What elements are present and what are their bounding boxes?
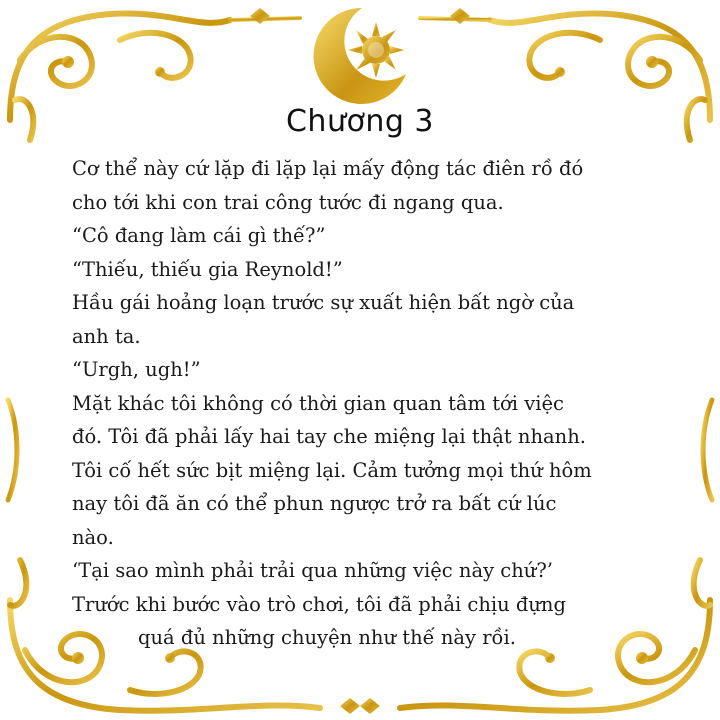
text-line: “Urgh, ugh!”: [72, 358, 201, 381]
text-line: “Thiếu, thiếu gia Reynold!”: [72, 257, 343, 281]
text-line: Mặt khác tôi không có thời gian quan tâm tới việc: [72, 391, 564, 415]
text-line: Tôi cố hết sức bịt miệng lại. Cảm tưởng mọi thứ hôm: [72, 458, 592, 482]
text-line: nay tôi đã ăn có thể phun ngược trở ra bất cứ lúc: [72, 492, 557, 515]
text-line: Hầu gái hoảng loạn trước sự xuất hiện bất ngờ của: [72, 291, 575, 314]
chapter-body: [72, 152, 692, 655]
chapter-title: Chương 3: [285, 104, 434, 139]
text-line: ‘Tại sao mình phải trải qua những việc này chứ?’: [72, 559, 553, 582]
text-line: Cơ thể này cứ lặp đi lặp lại mấy động tác điên rồ đó: [72, 157, 584, 180]
text-line: cho tới khi con trai công tước đi ngang qua.: [72, 190, 504, 214]
text-line: quá đủ những chuyện như thế này rồi.: [138, 626, 516, 649]
text-line: nào.: [72, 525, 114, 549]
text-line: “Cô đang làm cái gì thế?”: [72, 224, 326, 247]
text-line: đó. Tôi đã phải lấy hai tay che miệng lại thật nhanh.: [72, 425, 586, 448]
text-line: Trước khi bước vào trò chơi, tôi đã phải chịu đựng: [72, 592, 566, 616]
text-line: anh ta.: [72, 324, 141, 348]
crescent-sun-emblem-icon: [310, 4, 414, 108]
